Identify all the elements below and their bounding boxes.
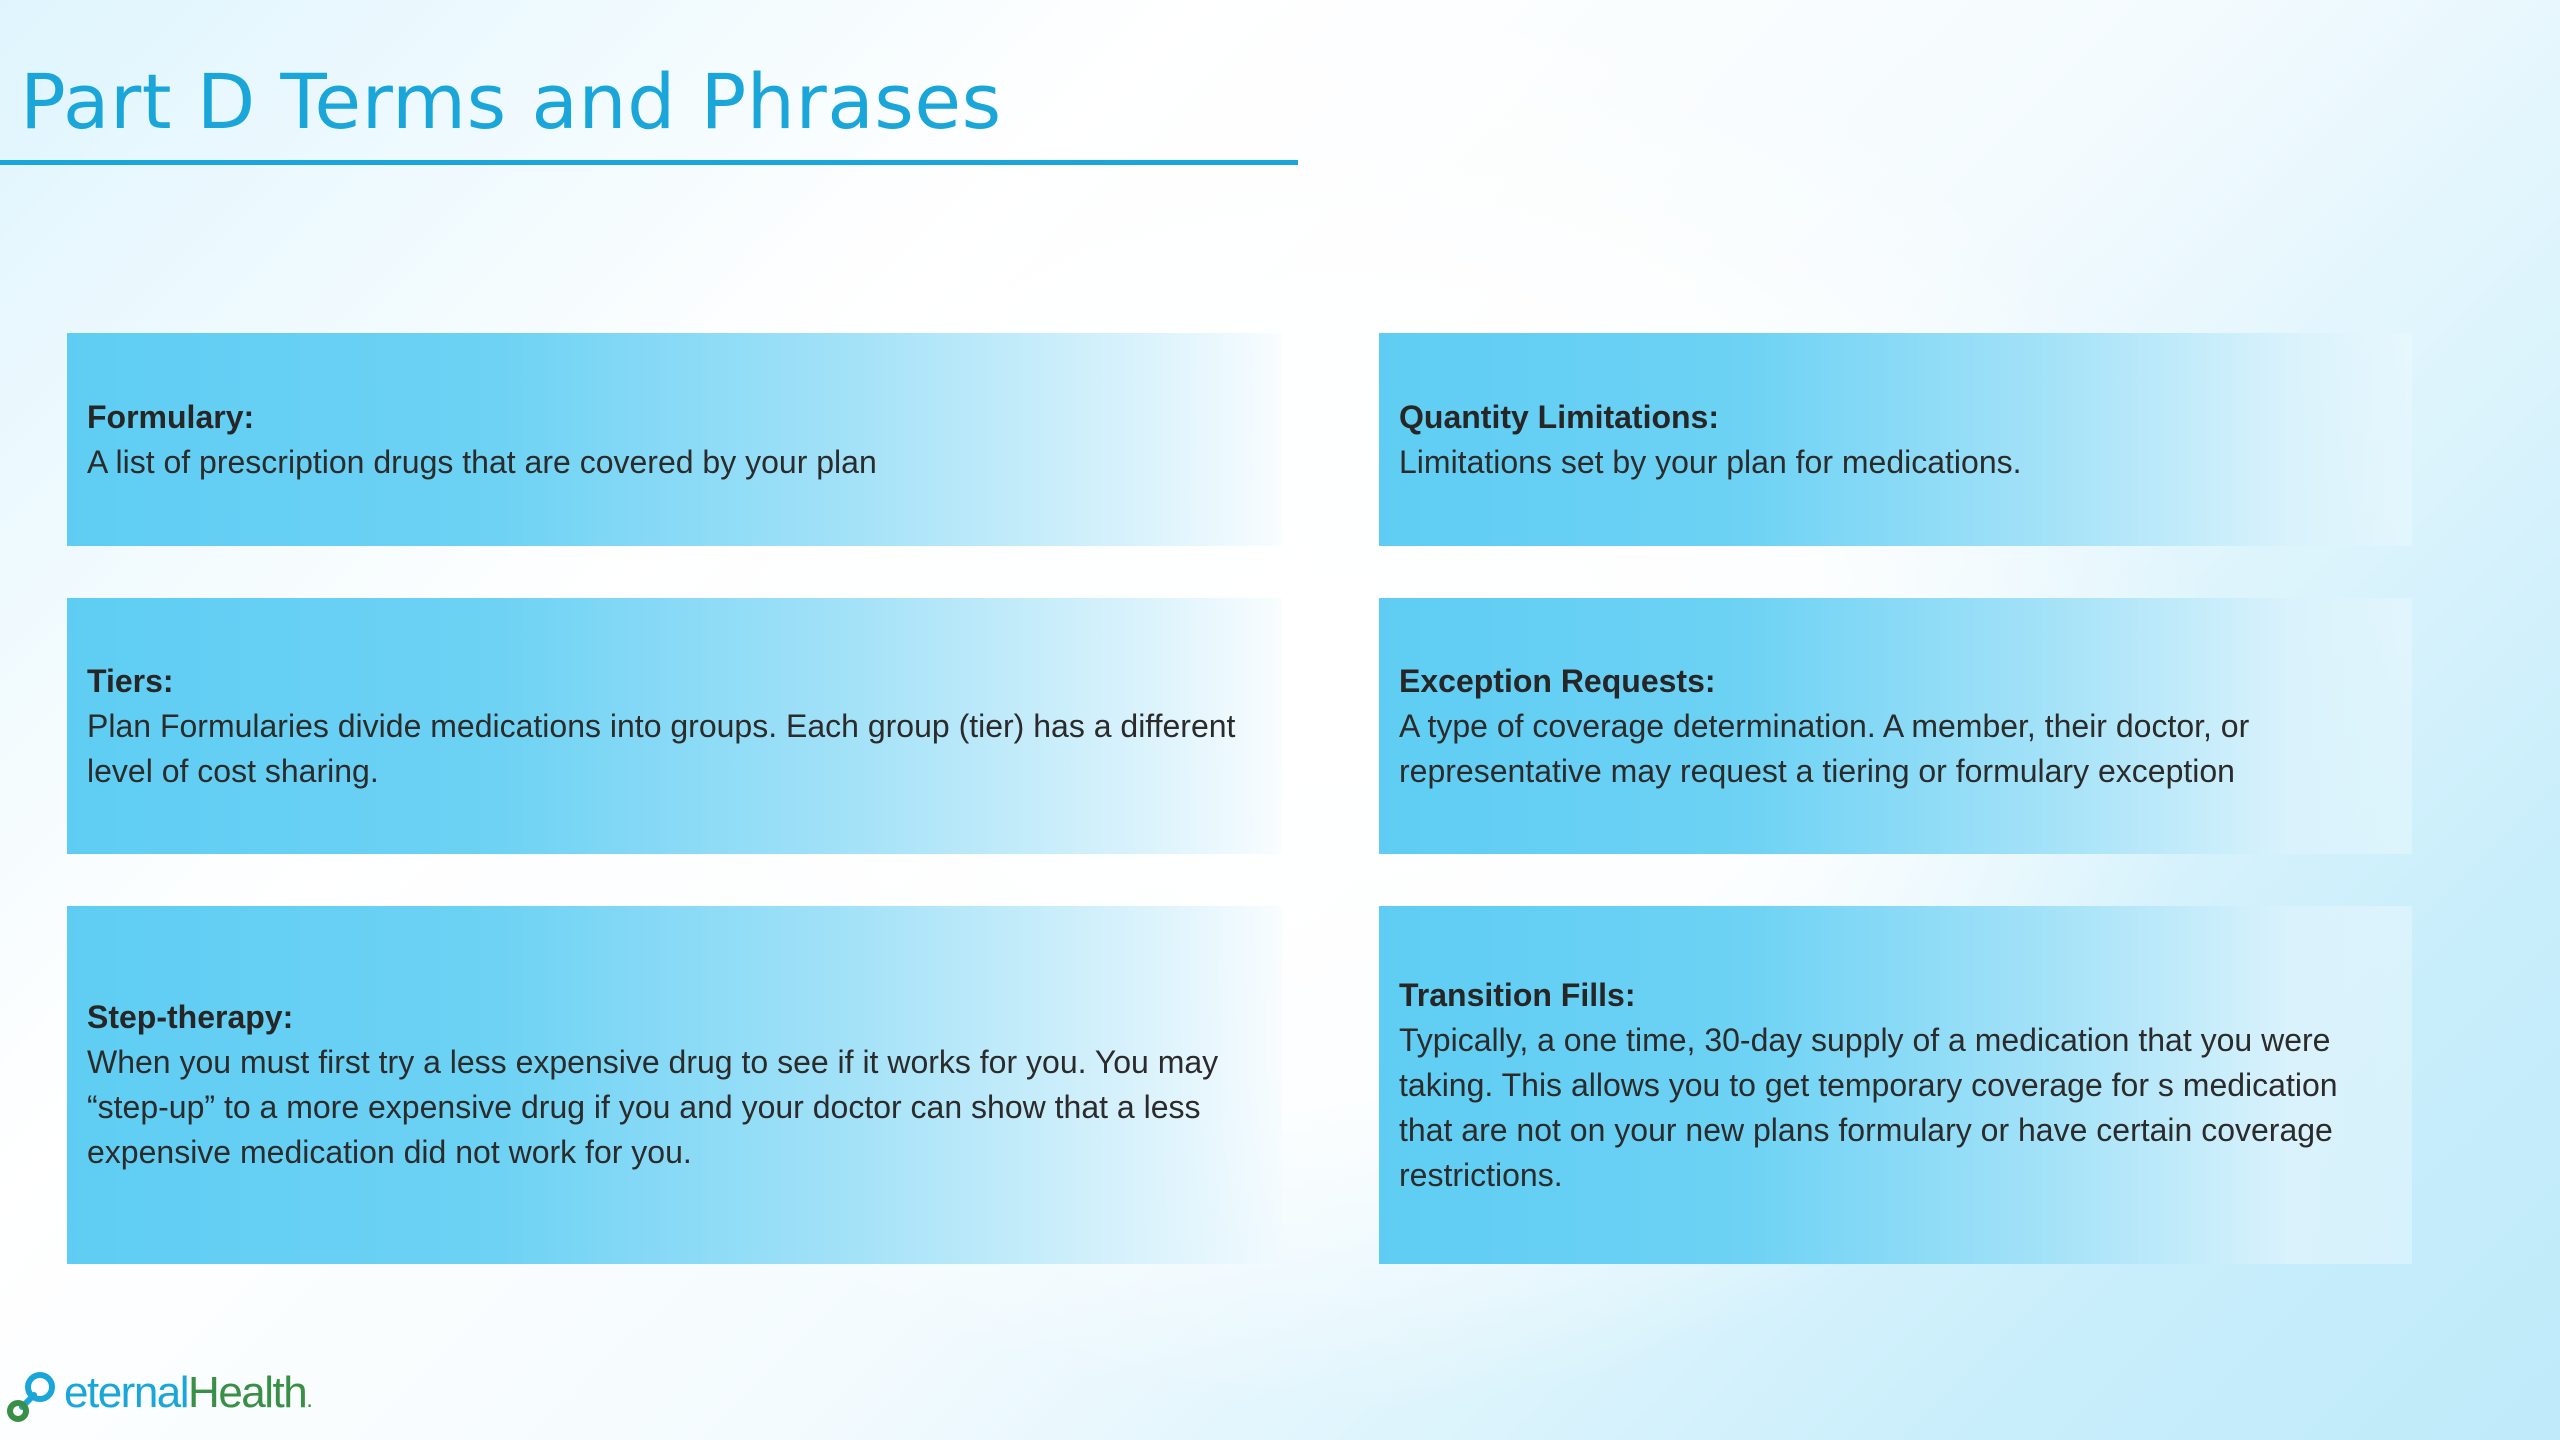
term-definition: A list of prescription drugs that are covered by your plan [87,443,877,480]
term-definition: When you must first try a less expensive drug to see if it works for you. You may “step-up” to a more expensive drug if you and your doctor can show that a less expensive medication did not work for you. [87,1044,1219,1170]
term-definition: Limitations set by your plan for medications. [1399,443,2022,480]
term-heading: Transition Fills: [1399,976,1636,1013]
term-definition: Plan Formularies divide medications into groups. Each group (tier) has a different level of cost sharing. [87,707,1236,789]
logo-mark-icon [4,1367,62,1425]
term-heading: Exception Requests: [1399,662,1716,699]
term-card-quantity-limitations [1379,333,2412,546]
term-card-exception-requests [1379,598,2412,854]
logo-eternal-text: eternal [64,1367,189,1417]
term-card-transition-fills [1379,906,2412,1264]
term-heading: Formulary: [87,398,255,435]
title-underline [0,160,1298,165]
logo-wordmark [64,1363,311,1430]
logo-dot: . [306,1385,312,1413]
term-heading: Step-therapy: [87,999,294,1035]
term-heading: Quantity Limitations: [1399,398,1719,435]
term-definition: A type of coverage determination. A member, their doctor, or representative may request a tiering or formulary exception [1399,707,2250,789]
term-heading: Tiers: [87,662,174,699]
brand-logo [4,1366,311,1426]
slide-title: Part D Terms and Phrases [20,57,1002,146]
term-card-tiers [67,598,1282,854]
logo-health-text: Health [188,1367,307,1417]
term-card-formulary [67,333,1282,546]
term-definition: Typically, a one time, 30-day supply of a medication that you were taking. This allows you to get temporary coverage for s medication that are not on your new plans formulary or have certain coverage restrictions. [1399,1021,2338,1193]
term-card-step-therapy [67,906,1282,1264]
